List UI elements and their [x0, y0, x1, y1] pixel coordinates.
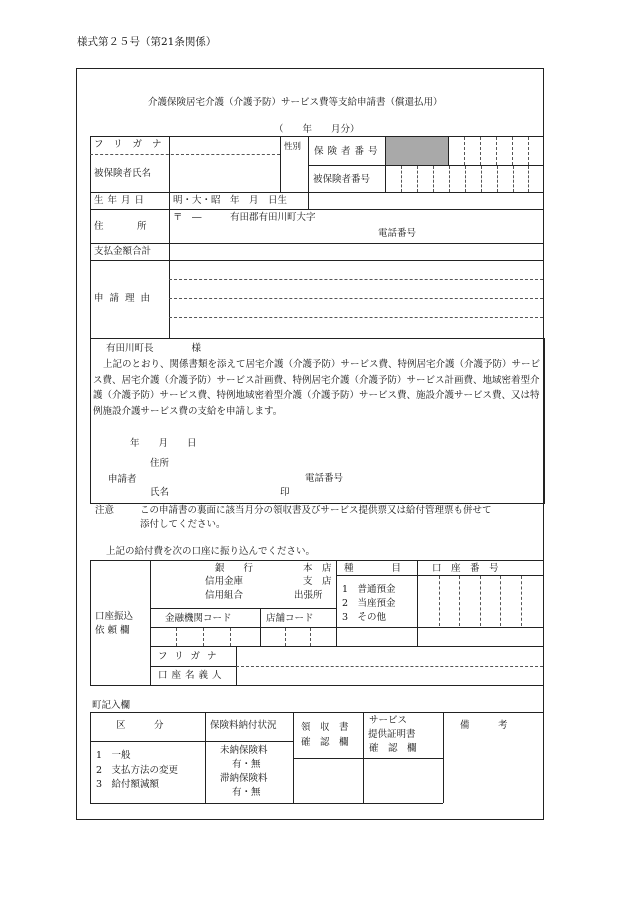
office-category-1: 1 一般 [96, 750, 131, 761]
declaration-body: 上記のとおり、関係書類を添えて居宅介護（介護予防）サービス費、特例居宅介護（介護予防）サービス費、居宅介護（介護予防）サービス計画費、特例居宅介護（介護予防）サービス計画費、地域密着型介護（介護予防）サービス費、特例地域密着型介護（介護予防）サービス費、施設介護サービス費、又は特例施設介護サービス費の支給を申請します。 [93, 359, 541, 417]
addressee: 有田川町長 様 [106, 343, 202, 354]
account-type-3[interactable]: 3 その他 [342, 612, 387, 623]
total-amount-label: 支払金額合計 [94, 246, 152, 257]
account-type-2[interactable]: 2 当座預金 [342, 598, 396, 609]
bank-type-3[interactable]: 信用組合 [205, 590, 244, 601]
insurer-number-label: 保険者番号 [314, 146, 382, 157]
branch-type-2[interactable]: 支 店 [303, 576, 332, 587]
account-holder-label: 口座名義人 [158, 670, 226, 681]
branch-type-3[interactable]: 出張所 [294, 590, 323, 601]
applicant-label: 申請者 [108, 474, 137, 485]
account-number-header: 口 座 番 号 [432, 563, 499, 574]
bank-code-input[interactable] [151, 628, 259, 645]
office-premium-1: 未納保険料 [220, 745, 268, 756]
branch-code-input[interactable] [261, 628, 335, 645]
office-premium-4: 有・無 [232, 787, 261, 798]
office-category-2: 2 支払方法の変更 [96, 765, 179, 776]
office-premium-3: 滞納保険料 [220, 773, 268, 784]
bank-type-2[interactable]: 信用金庫 [205, 576, 244, 587]
address-value[interactable]: 〒 ― 有田郡有田川町大字 [173, 212, 316, 223]
birth-label: 生年月日 [94, 195, 149, 206]
application-date[interactable]: 年 月 日 [130, 438, 197, 449]
holder-furigana-input[interactable] [237, 647, 542, 665]
account-holder-input[interactable] [237, 667, 542, 684]
form-title: 介護保険居宅介護（介護予防）サービス費等支給申請書（償還払用） [148, 97, 443, 108]
insured-name-label: 被保険者氏名 [94, 168, 152, 179]
bank-type-1[interactable]: 銀 行 [215, 563, 254, 574]
office-premium-2: 有・無 [232, 759, 261, 770]
office-remarks-header: 備 考 [460, 720, 508, 731]
transfer-section-label-2: 依頼欄 [95, 625, 133, 636]
account-number-input[interactable] [418, 576, 542, 626]
sex-input[interactable] [281, 155, 307, 191]
holder-furigana-label: フリガナ [158, 651, 224, 662]
address-phone-label: 電話番号 [378, 228, 417, 239]
branch-code-label: 店舗コード [266, 613, 314, 624]
branch-type-1[interactable]: 本 店 [303, 563, 332, 574]
note-label: 注意 [95, 505, 115, 516]
office-use-title: 町記入欄 [92, 700, 131, 711]
furigana-input[interactable] [170, 137, 279, 153]
applicant-phone-label: 電話番号 [305, 473, 344, 484]
reason-input[interactable] [170, 261, 542, 337]
office-service-header-3: 確 認 欄 [369, 743, 417, 754]
furigana-label: フリガナ [94, 139, 172, 150]
total-amount-input[interactable] [170, 244, 542, 259]
account-type-1[interactable]: 1 普通預金 [342, 584, 396, 595]
address-label: 住 所 [94, 221, 159, 232]
transfer-section-label-1: 口座振込 [95, 611, 134, 622]
bank-code-label: 金融機関コード [165, 613, 232, 624]
office-service-header-2: 提供証明書 [368, 729, 416, 740]
sex-label: 性別 [284, 142, 302, 152]
birth-value[interactable]: 明・大・昭 年 月 日生 [173, 195, 288, 206]
office-receipt-header-2: 確 認 欄 [301, 737, 349, 748]
reason-label: 申請理由 [94, 293, 157, 304]
seal-mark: 印 [280, 487, 290, 498]
applicant-address-label: 住所 [150, 458, 170, 469]
insured-number-label: 被保険者番号 [313, 174, 371, 185]
form-number: 様式第２５号（第21条関係） [77, 36, 217, 48]
insured-number-input[interactable] [386, 166, 542, 191]
applicant-name-label: 氏名 [150, 487, 170, 498]
account-type-header: 種 目 [344, 563, 402, 574]
office-receipt-header-1: 領 収 書 [301, 722, 349, 733]
note-line-1: この申請書の裏面に該当月分の領収書及びサービス提供票又は給付管理票も併せて [140, 505, 492, 516]
office-premium-header: 保険料納付状況 [210, 720, 277, 731]
office-service-header-1: サービス [369, 715, 408, 726]
period: （ 年 月分） [274, 124, 360, 135]
note-line-2: 添付してください。 [140, 519, 226, 530]
transfer-intro: 上記の給付費を次の口座に振り込んでください。 [106, 546, 316, 557]
insured-name-input[interactable] [170, 156, 279, 191]
insurer-number-shaded-cell [386, 137, 448, 165]
office-category-3: 3 給付額減額 [96, 779, 160, 790]
office-category-header: 区 分 [116, 720, 164, 731]
